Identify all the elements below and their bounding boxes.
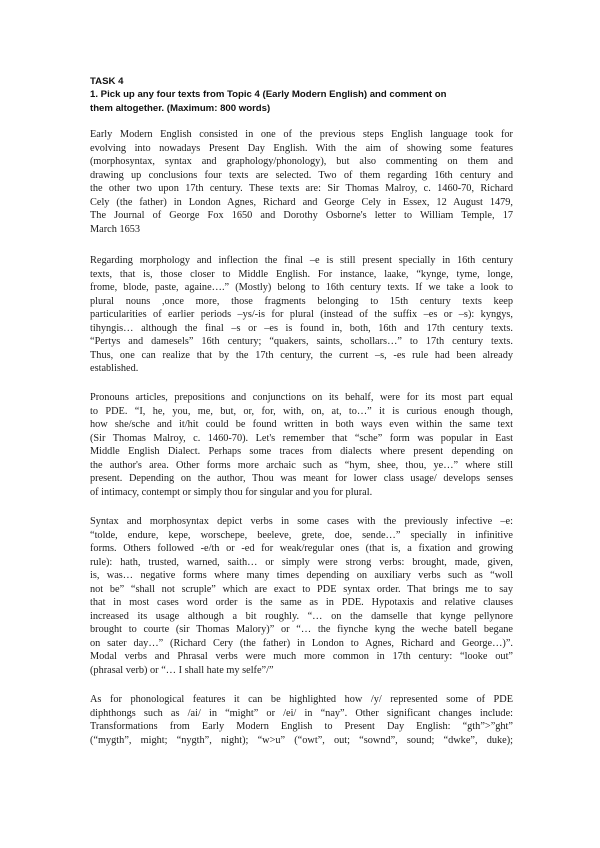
question-line: 1. Pick up any four texts from Topic 4 (Early Modern English) and comment on [90,89,447,100]
text-line: (phrasal verb) or “… I shall hate my selfe”/” [90,664,274,676]
text-line: texts, that is, those closer to Middle English. For instance, laake, “kynge, tyme, longe, [90,268,513,280]
text-line: drawing up conclusions four texts are selected. Two of them regarding 16th century and [90,169,513,181]
text-line: Thus, one can realize that by the 17th century, the current –s, -es rule had been already [90,349,513,361]
text-line: Cely (the father) in London Agnes, Richard and George Cely in Essex, 12 August 1479, [90,196,513,208]
question-line: them altogether. (Maximum: 800 words) [90,102,271,114]
text-line: not be” “shall not scruple” which are exact to PDE syntax order. That brings me to say [90,583,513,595]
paragraph-morphology [90,254,513,376]
text-line: Pronouns articles, prepositions and conjunctions on its behalf, were for its most part equal [90,392,513,403]
paragraph-phonology [90,693,513,747]
paragraph-intro [90,128,513,236]
text-line: “tolde, endure, kepe, worschepe, beeleve, grete, doe, sende…” specially in infinitive [90,529,513,541]
text-line: to PDE. “I, he, you, me, but, or, for, with, on, at, to…” it is curious enough though, [90,405,513,417]
text-line: “Pertys and damesels” 16th century; “quakers, saints, schollars…” to 17th century texts. [90,336,513,347]
text-line: Early Modern English consisted in one of the previous steps English language took for [90,129,513,140]
text-line: Middle English Dialect. Perhaps some traces from dialects where present depending on [90,446,513,457]
text-line: March 1653 [90,223,141,235]
text-line: Transformations from Early Modern English to Present Day English: “gth”>”ght” [90,721,513,732]
text-line: forms. Others followed -e/th or -ed for weak/regular ones (that is, a fixation and growing [90,543,513,554]
text-line: Modal verbs and Phrasal verbs were much more common in 17th century: “looke out” [90,651,513,662]
text-line: of intimacy, contempt or simply thou for singular and you for plural. [90,486,373,498]
text-line: the author's area. Other forms more archaic such as “hym, shee, thou, ye…” where still [90,459,513,471]
paragraph-syntax [90,515,513,677]
text-line: is, was… negative forms where many times depending on auxiliary verbs such as “woll [90,570,513,581]
text-line: present. Depending on the author, Thou was meant for lower class usage/ develops senses [90,473,513,484]
task-label-text: TASK 4 [90,76,124,87]
text-line: (“mygth”, might; “nygth”, night); “w>u” (“owt”, out; “sownd”, sound; “dwke”, duke); [90,734,513,746]
text-line: (morphosyntax, syntax and graphology/phonology), but also commenting on them and [90,156,513,167]
text-line: that in most cases word order is the same as in PDE. Hypotaxis and relative clauses [90,597,513,608]
text-line: brought to courte (sir Thomas Malory)” or “… the fiynche kyng the weche batell begane [90,624,513,635]
text-line: established. [90,363,139,374]
task-label [90,75,530,89]
text-line: Syntax and morphosyntax depict verbs in some cases with the previously infective –e: [90,516,513,527]
paragraph-pronouns [90,391,513,499]
text-line: The Journal of George Fox 1650 and Dorothy Osborne's letter to William Temple, 17 [90,210,513,221]
text-line: plural nouns ,once more, those fragments belonging to 15th century texts keep [90,295,513,307]
text-line: particularities of earlier periods –ys/-is for plural (instead of the suffix –es or –s): kyngys, [90,309,513,320]
text-line: the other two upon 17th century. These texts are: Sir Thomas Malroy, c. 1460-70, Richard [90,183,513,194]
text-line: diphthongs such as /ai/ in “might” or /ei/ in “nay”. Other significant changes include: [90,707,513,719]
text-line: (Sir Thomas Malroy, c. 1460-70). Let's remember that “sche” form was popular in East [90,432,513,444]
question-heading [90,88,530,115]
text-line: how she/sche and it/hit could be found written in both ways even within the same text [90,419,513,430]
text-line: evolving into nowadays Present Day English. With the aim of showing some features [90,142,513,154]
text-line: increased its usage although a bit roughly. “… on the damselle that kynge pellynore [90,610,513,622]
text-line: As for phonological features it can be highlighted how /y/ represented some of PDE [90,694,513,705]
text-line: Regarding morphology and inflection the final –e is still present specially in 16th century [90,255,513,266]
text-line: on sater day…” (Richard Cery (the father) in London to Agnes, Richard and George…)”. [90,637,513,649]
text-line: frome, blode, paste, againe….” (Mostly) belong to 16th century texts. If we take a look to [90,282,513,293]
text-line: tihyngis… although the final –s or –es is found in, both, 16th and 17th century texts. [90,322,513,334]
text-line: rule): hath, trusted, warned, saith… or simply were strong verbs: brought, made, given, [90,556,513,568]
